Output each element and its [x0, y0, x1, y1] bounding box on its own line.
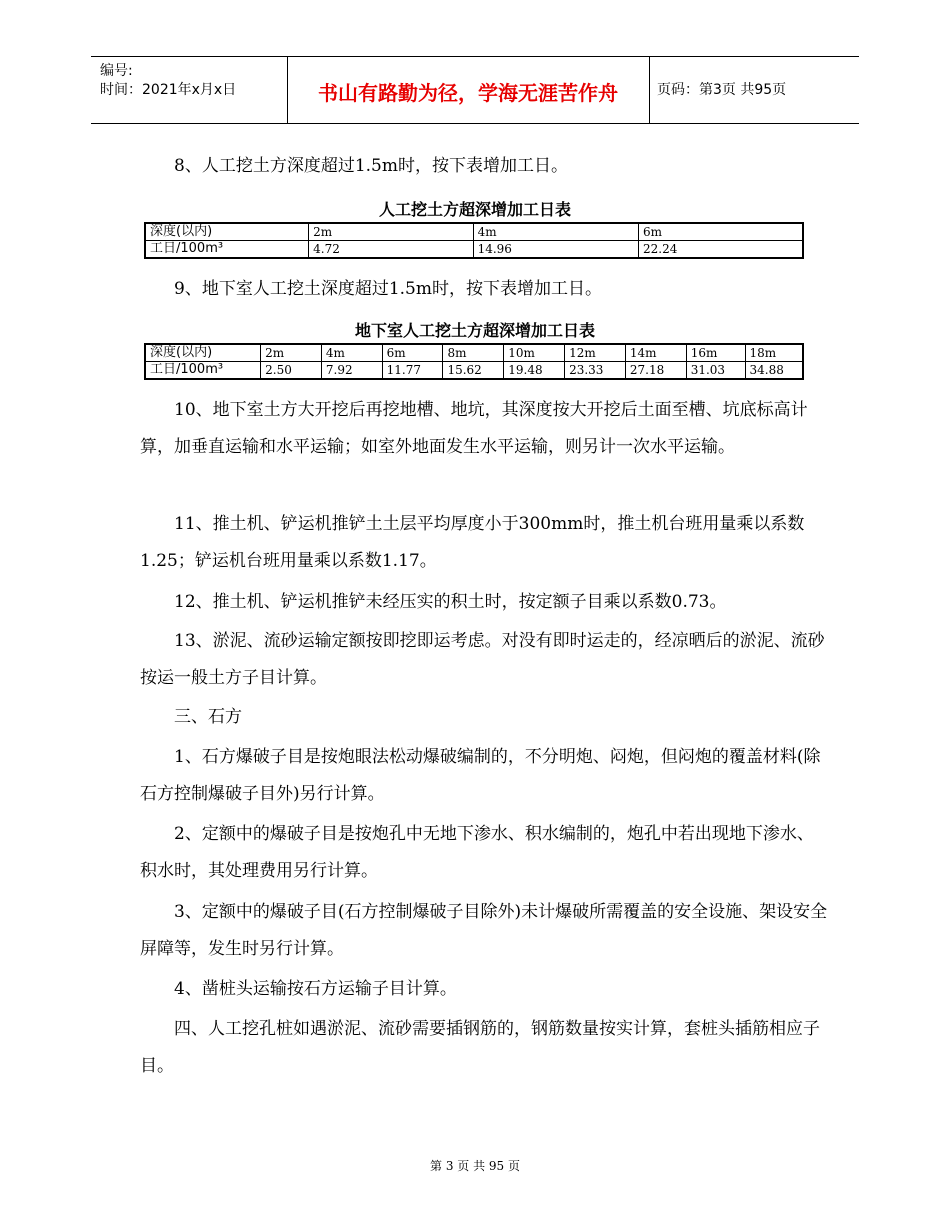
rock-item-2: 2、定额中的爆破子目是按炮孔中无地下渗水、积水编制的，炮孔中若出现地下渗水、积水时，其处理费用另行计算。 — [140, 824, 814, 881]
table2-depth-cell: 10m — [504, 344, 565, 362]
table1-value-cell: 4.72 — [309, 241, 473, 259]
table2-depth-cell: 4m — [321, 344, 382, 362]
table2-row1-label: 深度(以内) — [145, 344, 261, 362]
paragraph-13: 13、淤泥、流砂运输定额按即挖即运考虑。对没有即时运走的，经凉晒后的淤泥、流砂按运一般土方子目计算。 — [140, 631, 825, 688]
table1-value-row — [145, 241, 803, 259]
paragraph-11: 11、推土机、铲运机推铲土土层平均厚度小于300mm时，推土机台班用量乘以系数1.25；铲运机台班用量乘以系数1.17。 — [140, 514, 805, 571]
paragraph-12: 12、推土机、铲运机推铲未经压实的积土时，按定额子目乘以系数0.73。 — [174, 592, 727, 612]
table2-depth-cell: 14m — [625, 344, 686, 362]
paragraph-8: 8、人工挖土方深度超过1.5m时，按下表增加工日。 — [174, 156, 568, 176]
table1-value-cell: 14.96 — [473, 241, 638, 259]
table1-row1-label: 深度(以内) — [145, 223, 309, 241]
table2-depth-cell: 6m — [382, 344, 443, 362]
table2 — [144, 343, 804, 380]
table1-value-cell: 22.24 — [639, 241, 803, 259]
header-meta — [91, 57, 288, 123]
header-motto: 书山有路勤为径，学海无涯苦作舟 — [318, 81, 618, 105]
paragraph-9: 9、地下室人工挖土深度超过1.5m时，按下表增加工日。 — [174, 279, 602, 299]
table2-row2-label: 工日/100m³ — [145, 362, 261, 380]
table2-depth-cell: 8m — [443, 344, 504, 362]
table2-depth-cell: 18m — [745, 344, 803, 362]
page-footer: 第 3 页 共 95 页 — [430, 1159, 520, 1173]
table2-value-cell: 23.33 — [565, 362, 626, 380]
rock-item-4: 4、凿桩头运输按石方运输子目计算。 — [174, 979, 457, 999]
table2-value-cell: 19.48 — [504, 362, 565, 380]
serial-label: 编号: — [100, 63, 133, 79]
section-heading-4: 四、人工挖孔桩如遇淤泥、流砂需要插钢筋的，钢筋数量按实计算，套桩头插筋相应子目。 — [140, 1019, 820, 1076]
table1-title: 人工挖土方超深增加工日表 — [378, 200, 571, 219]
table2-depth-cell: 12m — [565, 344, 626, 362]
header-page-label: 页码：第3页 共95页 — [657, 82, 787, 98]
table2-depth-cell: 16m — [686, 344, 745, 362]
section-heading-3: 三、石方 — [174, 707, 242, 727]
paragraph-10: 10、地下室土方大开挖后再挖地槽、地坑，其深度按大开挖后土面至槽、坑底标高计算，加垂直运输和水平运输；如室外地面发生水平运输，则另计一次水平运输。 — [140, 400, 808, 457]
time-label: 时间：2021年x月x日 — [100, 82, 237, 98]
table2-value-cell: 2.50 — [261, 362, 322, 380]
rock-item-1: 1、石方爆破子目是按炮眼法松动爆破编制的，不分明炮、闷炮，但闷炮的覆盖材料(除石方控制爆破子目外)另行计算。 — [140, 747, 821, 804]
table2-depth-cell: 2m — [261, 344, 322, 362]
table1-depth-cell: 2m — [309, 223, 473, 241]
table2-value-cell: 34.88 — [745, 362, 803, 380]
page-header — [91, 56, 859, 124]
table2-value-cell: 15.62 — [443, 362, 504, 380]
header-page-cell — [649, 57, 859, 123]
table2-title: 地下室人工挖土方超深增加工日表 — [354, 321, 595, 340]
table2-value-cell: 31.03 — [686, 362, 745, 380]
table1-row2-label: 工日/100m³ — [145, 241, 309, 259]
table2-value-cell: 7.92 — [321, 362, 382, 380]
table1 — [144, 222, 804, 259]
rock-item-3: 3、定额中的爆破子目(石方控制爆破子目除外)未计爆破所需覆盖的安全设施、架设安全屏障等，发生时另行计算。 — [140, 902, 828, 959]
header-motto-cell — [287, 57, 650, 123]
table2-value-row — [145, 362, 803, 380]
table2-value-cell: 27.18 — [625, 362, 686, 380]
table1-depth-cell: 6m — [639, 223, 803, 241]
table2-value-cell: 11.77 — [382, 362, 443, 380]
table1-depth-cell: 4m — [473, 223, 638, 241]
table1-depth-row — [145, 223, 803, 241]
table2-depth-row — [145, 344, 803, 362]
